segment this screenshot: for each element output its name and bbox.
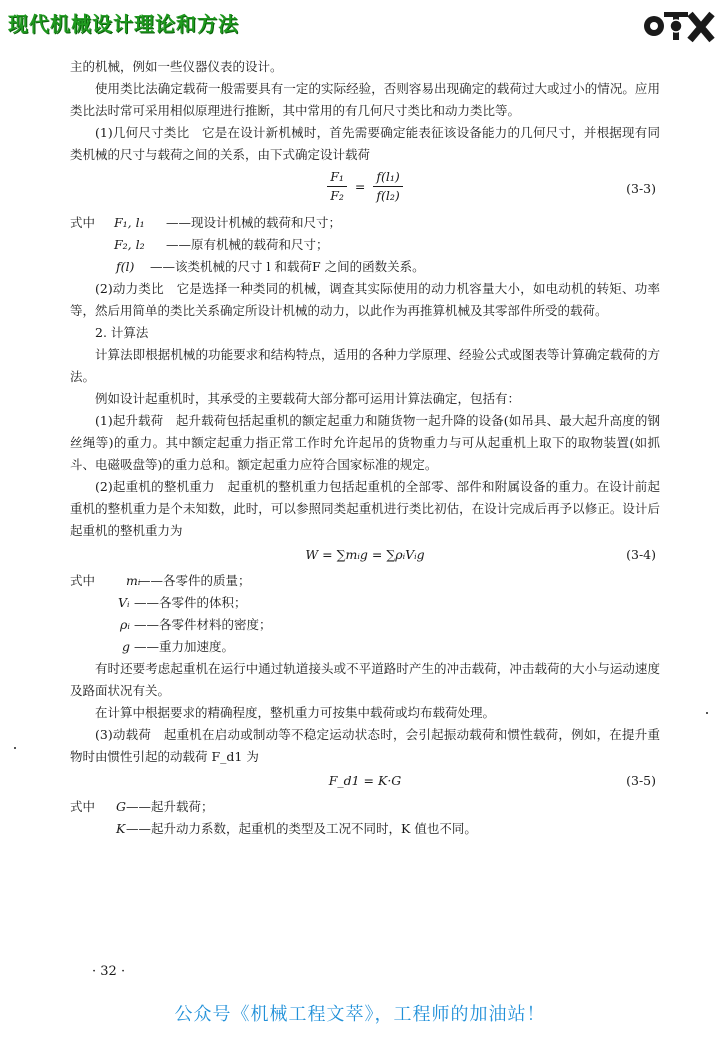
where-symbol: f(l) — [116, 259, 135, 274]
paragraph: (1)起升载荷 起升载荷包括起重机的额定起重力和随货物一起升降的设备(如吊具、最大起升高度的钢丝绳等)的重力。其中额定起重力指正常工作时允许起吊的货物重力与可从起重机上取下的取物装置(如抓斗、电磁吸盘等)的重力总和。额定起重力应符合国家标准的规定。 — [70, 413, 660, 472]
footer-banner: 公众号《机械工程文萃》，工程师的加油站！ — [174, 1004, 546, 1025]
where-item — [70, 796, 660, 818]
paragraph: 使用类比法确定载荷一般需要具有一定的实际经验，否则容易出现确定的载荷过大或过小的情况。应用类比法时常可采用相似原理进行推断，其中常用的有几何尺寸类比和动力类比等。 — [70, 81, 660, 118]
page-body — [70, 56, 660, 840]
where-label: 式中 — [70, 573, 96, 588]
paragraph: 例如设计起重机时，其承受的主要载荷大部分都可运用计算法确定，包括有： — [95, 391, 521, 406]
scan-speck — [14, 747, 16, 749]
paragraph: 有时还要考虑起重机在运行中通过轨道接头或不平道路时产生的冲击载荷，冲击载荷的大小与运动速度及路面状况有关。 — [70, 661, 660, 698]
where-text: ——重力加速度。 — [134, 639, 235, 654]
equation-number: (3-4) — [626, 547, 656, 562]
fraction-numerator: f(l₁) — [373, 168, 402, 187]
where-label: 式中 — [70, 799, 96, 814]
where-item — [70, 570, 660, 592]
where-text: ——现设计机械的载荷和尺寸； — [166, 215, 342, 230]
paragraph: 计算法即根据机械的功能要求和结构特点，适用的各种力学原理、经验公式或图表等计算确定载荷的方法。 — [70, 347, 660, 384]
paragraph: (2)起重机的整机重力 起重机的整机重力包括起重机的全部零、部件和附属设备的重力。在设计前起重机的整机重力是个未知数，此时，可以参照同类起重机进行类比初估，在设计完成后再予以修正。设计后起重机的整机重力为 — [70, 479, 660, 538]
where-text: ——起升动力系数，起重机的类型及工况不同时，K 值也不同。 — [126, 821, 477, 836]
paragraph: 在计算中根据要求的精确程度，整机重力可按集中载荷或均布载荷处理。 — [95, 705, 496, 720]
section-heading: 2. 计算法 — [95, 325, 149, 340]
paragraph: (1)几何尺寸类比 它是在设计新机械时，首先需要确定能表征该设备能力的几何尺寸，并根据现有同类机械的尺寸与载荷之间的关系，由下式确定设计载荷 — [70, 125, 660, 162]
paragraph: 主的机械，例如一些仪器仪表的设计。 — [70, 59, 283, 74]
fraction-denominator: f(l₂) — [376, 188, 400, 203]
fraction-right — [373, 168, 402, 205]
formula-expression: W = ∑mᵢg = ∑ρᵢVᵢg — [305, 547, 425, 562]
where-text: ——各零件的体积； — [134, 595, 247, 610]
where-text: ——各零件材料的密度； — [134, 617, 272, 632]
where-item — [70, 636, 660, 658]
paragraph: (2)动力类比 它是选择一种类同的机械，调查其实际使用的动力机容量大小，如电动机的转矩、功率等，然后用简单的类比关系确定所设计机械的动力，以此作为再推算机械及其零部件所受的载荷。 — [70, 281, 660, 318]
where-item — [70, 234, 660, 256]
fraction-denominator: F₂ — [330, 188, 344, 203]
where-symbol: Vᵢ — [118, 595, 130, 610]
page-number: · 32 · — [92, 964, 126, 979]
formula-3-5 — [70, 768, 660, 796]
where-text: ——各零件的质量； — [138, 573, 251, 588]
fraction-numerator: F₁ — [327, 168, 347, 187]
where-item — [70, 256, 660, 278]
where-symbol: F₁, l₁ — [114, 215, 145, 230]
where-item — [70, 212, 660, 234]
where-symbol: F₂, l₂ — [114, 237, 145, 252]
where-item — [70, 614, 660, 636]
fraction-left — [327, 168, 347, 205]
where-text: ——起升载荷； — [126, 799, 214, 814]
equals-sign: = — [354, 178, 366, 194]
formula-3-4 — [70, 542, 660, 570]
formula-3-3 — [70, 166, 660, 212]
where-text: ——原有机械的载荷和尺寸； — [166, 237, 329, 252]
where-symbol: g — [122, 639, 131, 654]
where-symbol: G — [116, 799, 126, 814]
equation-number: (3-3) — [626, 181, 656, 196]
scan-speck — [706, 712, 708, 714]
publisher-logo — [642, 4, 716, 44]
where-item — [70, 818, 660, 840]
where-text: ——该类机械的尺寸 l 和载荷F 之间的函数关系。 — [150, 259, 425, 274]
where-symbol: K — [116, 821, 126, 836]
where-label: 式中 — [70, 215, 96, 230]
formula-expression: F_d1 = K·G — [328, 773, 402, 788]
equation-number: (3-5) — [626, 773, 656, 788]
paragraph: (3)动载荷 起重机在启动或制动等不稳定运动状态时，会引起振动载荷和惯性载荷，例如，在提升重物时由惯性引起的动载荷 F_d1 为 — [70, 727, 660, 764]
where-symbol: mᵢ — [126, 573, 141, 588]
where-item — [70, 592, 660, 614]
header-title: 现代机械设计理论和方法 — [8, 12, 239, 36]
where-symbol: ρᵢ — [120, 617, 130, 632]
